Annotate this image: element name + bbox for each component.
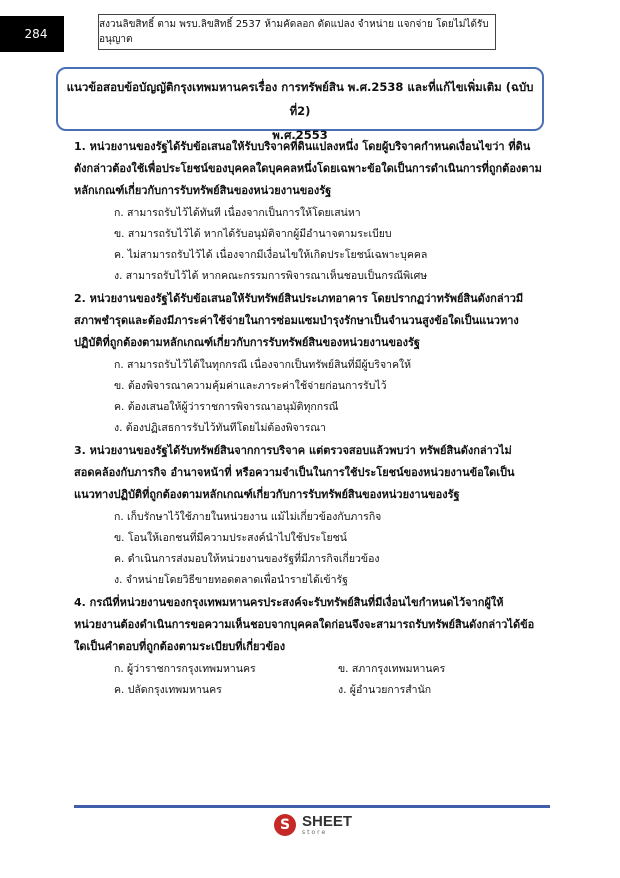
option-2b[interactable]: ข. ต้องพิจารณาความคุ้มค่าและภาระค่าใช้จ่ายก่อนการรับไว้ (114, 380, 387, 392)
question-line: หน่วยงานต้องดำเนินการขอความเห็นชอบจากบุคคลใดก่อนจึงจะสามารถรับทรัพย์สินดังกล่าวได้ข้อ (74, 618, 535, 631)
logo-text: SHEET (302, 812, 353, 830)
question-line: สภาพชำรุดและต้องมีภาระค่าใช้จ่ายในการซ่อมแซมบำรุงรักษาเป็นจำนวนสูงข้อใดเป็นแนวทาง (74, 314, 519, 327)
question-line: 3. หน่วยงานของรัฐได้รับทรัพย์สินจากการบริจาค แต่ตรวจสอบแล้วพบว่า ทรัพย์สินดังกล่าวไม่ (74, 444, 512, 457)
copyright-notice: สงวนลิขสิทธิ์ ตาม พรบ.ลิขสิทธิ์ 2537 ห้ามคัดลอก ดัดแปลง จำหน่าย แจกจ่าย โดยไม่ได้รับอนุญาต (99, 19, 489, 45)
option-3a[interactable]: ก. เก็บรักษาไว้ใช้ภายในหน่วยงาน แม้ไม่เกี่ยวข้องกับภารกิจ (114, 511, 382, 523)
question-line: หลักเกณฑ์เกี่ยวกับการรับทรัพย์สินของหน่วยงานของรัฐ (74, 184, 332, 197)
question-line: ดังกล่าวต้องใช้เพื่อประโยชน์ของบุคคลใดบุคคลหนึ่งโดยเฉพาะข้อใดเป็นการดำเนินการที่ถูกต้องตาม (74, 162, 542, 175)
question-1 (74, 136, 544, 202)
question-line: 4. กรณีที่หน่วยงานของกรุงเทพมหานครประสงค์จะรับทรัพย์สินที่มีเงื่อนไขกำหนดไว้จากผู้ให้ (74, 596, 504, 609)
question-line: 1. หน่วยงานของรัฐได้รับข้อเสนอให้รับบริจาคที่ดินแปลงหนึ่ง โดยผู้บริจาคกำหนดเงื่อนไขว่า ที่ดิน (74, 140, 531, 153)
option-4c[interactable]: ค. ปลัดกรุงเทพมหานคร (114, 684, 222, 696)
logo-subtext: store (302, 828, 328, 836)
option-3b[interactable]: ข. โอนให้เอกชนที่มีความประสงค์นำไปใช้ประโยชน์ (114, 532, 347, 544)
title-line-2: พ.ศ.2553 (272, 128, 328, 142)
option-1a[interactable]: ก. สามารถรับไว้ได้ทันที เนื่องจากเป็นการให้โดยเสน่หา (114, 207, 361, 219)
option-4b[interactable]: ข. สภากรุงเทพมหานคร (338, 663, 446, 675)
option-1b[interactable]: ข. สามารถรับไว้ได้ หากได้รับอนุมัติจากผู้มีอำนาจตามระเบียบ (114, 228, 392, 240)
copyright-header (98, 14, 496, 50)
logo-wordmark (302, 812, 353, 836)
footer-divider (74, 805, 550, 808)
option-1c[interactable]: ค. ไม่สามารถรับไว้ได้ เนื่องจากมีเงื่อนไขให้เกิดประโยชน์เฉพาะบุคคล (114, 249, 428, 261)
question-3 (74, 440, 544, 506)
question-line: ใดเป็นคำตอบที่ถูกต้องตามระเบียบที่เกี่ยวข้อง (74, 640, 286, 653)
page-number: 284 (24, 27, 48, 41)
title-line-1: แนวข้อสอบข้อบัญญัติกรุงเทพมหานครเรื่อง การทรัพย์สิน พ.ศ.2538 และที่แก้ไขเพิ่มเติม (ฉบับที่2) (66, 80, 534, 118)
page-number-tab (0, 16, 64, 52)
title-box (56, 67, 544, 142)
option-3c[interactable]: ค. ดำเนินการส่งมอบให้หน่วยงานของรัฐที่มีภารกิจเกี่ยวข้อง (114, 553, 380, 565)
question-line: สอดคล้องกับภารกิจ อำนาจหน้าที่ หรือความจำเป็นในการใช้ประโยชน์ของหน่วยงานข้อใดเป็น (74, 466, 515, 479)
question-line: แนวทางปฏิบัติที่ถูกต้องตามหลักเกณฑ์เกี่ยวกับการรับทรัพย์สินของหน่วยงานของรัฐ (74, 488, 460, 501)
option-4a[interactable]: ก. ผู้ว่าราชการกรุงเทพมหานคร (114, 663, 256, 675)
option-4d[interactable]: ง. ผู้อำนวยการสำนัก (338, 684, 432, 696)
logo-s-icon: S (274, 814, 296, 836)
option-2c[interactable]: ค. ต้องเสนอให้ผู้ว่าราชการพิจารณาอนุมัติทุกกรณี (114, 401, 339, 413)
question-2 (74, 288, 544, 354)
option-2a[interactable]: ก. สามารถรับไว้ได้ในทุกกรณี เนื่องจากเป็นทรัพย์สินที่มีผู้บริจาคให้ (114, 359, 412, 371)
sheet-store-logo (274, 814, 352, 836)
question-line: 2. หน่วยงานของรัฐได้รับข้อเสนอให้รับทรัพย์สินประเภทอาคาร โดยปรากฏว่าทรัพย์สินดังกล่าวมี (74, 292, 524, 305)
option-3d[interactable]: ง. จำหน่ายโดยวิธีขายทอดตลาดเพื่อนำรายได้เข้ารัฐ (114, 574, 348, 586)
option-1d[interactable]: ง. สามารถรับไว้ได้ หากคณะกรรมการพิจารณาเห็นชอบเป็นกรณีพิเศษ (114, 270, 428, 282)
question-4 (74, 592, 544, 658)
option-2d[interactable]: ง. ต้องปฏิเสธการรับไว้ทันทีโดยไม่ต้องพิจารณา (114, 422, 326, 434)
question-line: ปฏิบัติที่ถูกต้องตามหลักเกณฑ์เกี่ยวกับการรับทรัพย์สินของหน่วยงานของรัฐ (74, 336, 421, 349)
